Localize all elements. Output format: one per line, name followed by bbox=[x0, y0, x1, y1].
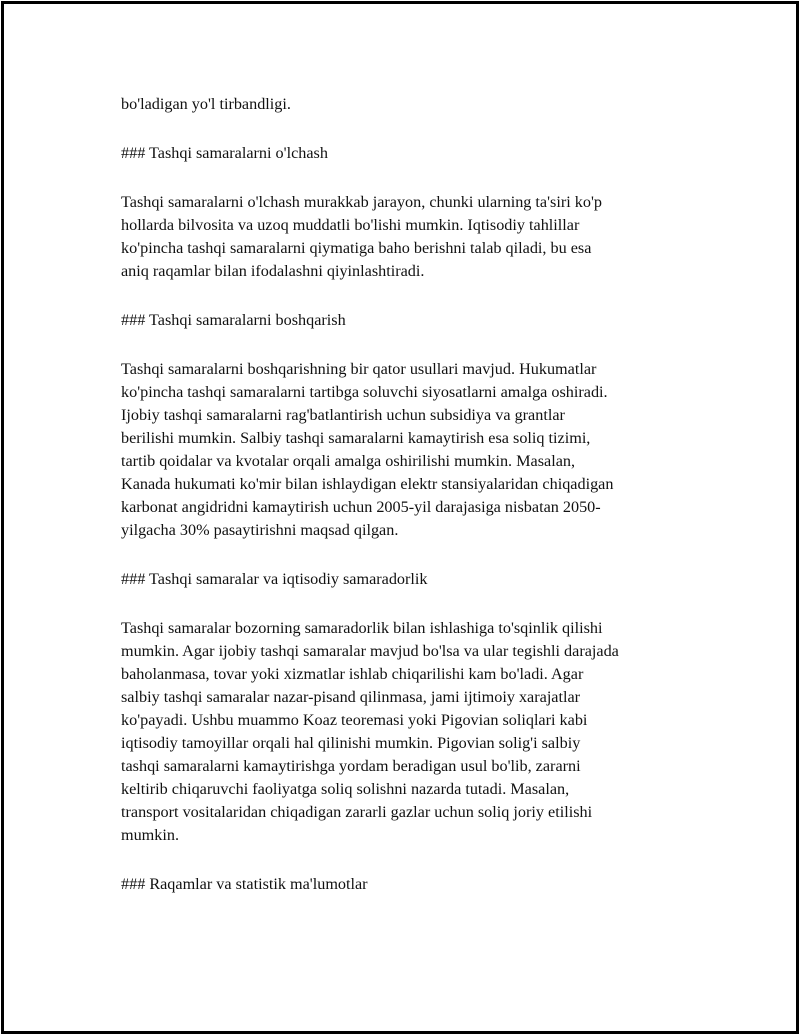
section-heading-statistics: ### Raqamlar va statistik ma'lumotlar bbox=[121, 875, 368, 893]
section-heading-managing: ### Tashqi samaralarni boshqarish bbox=[121, 311, 346, 329]
section-heading-efficiency: ### Tashqi samaralar va iqtisodiy samaradorlik bbox=[121, 570, 428, 588]
page-frame bbox=[1, 1, 799, 1034]
document-body bbox=[121, 93, 681, 896]
paragraph-measuring: Tashqi samaralarni o'lchash murakkab jarayon, chunki ularning ta'siri ko'p hollarda bilvosita va uzoq muddatli bo'lishi mumkin. Iqtisodiy tahlillar ko'pincha tashqi samaralarni qiymatiga baho berishni talab qiladi, bu esa aniq raqamlar bilan ifodalashni qiyinlashtiradi. bbox=[121, 193, 602, 280]
paragraph-managing: Tashqi samaralarni boshqarishning bir qator usullari mavjud. Hukumatlar ko'pincha tashqi samaralarni tartibga soluvchi siyosatlarni amalga oshiradi. Ijobiy tashqi samaralarni rag'batlantirish uchun subsidiya va grantlar berilishi mumkin. Salbiy tashqi samaralarni kamaytirish esa soliq tizimi, tartib qoidalar va kvotalar orqali amalga oshirilishi mumkin. Masalan, Kanada hukumati ko'mir bilan ishlaydigan elektr stansiyalaridan chiqadigan karbonat angidridni kamaytirish uchun 2005-yil darajasiga nisbatan 2050- yilgacha 30% pasaytirishni maqsad qilgan. bbox=[121, 360, 614, 539]
section-heading-measuring: ### Tashqi samaralarni o'lchash bbox=[121, 144, 328, 162]
paragraph-continuation: bo'ladigan yo'l tirbandligi. bbox=[121, 95, 291, 113]
paragraph-efficiency: Tashqi samaralar bozorning samaradorlik bilan ishlashiga to'sqinlik qilishi mumkin. Agar ijobiy tashqi samaralar mavjud bo'lsa va ular tegishli darajada baholanmasa, tovar yoki xizmatlar ishlab chiqarilishi kam bo'ladi. Agar salbiy tashqi samaralar nazar-pisand qilinmasa, jami ijtimoiy xarajatlar ko'payadi. Ushbu muammo Koaz teoremasi yoki Pigovian soliqlari kabi iqtisodiy tamoyillar orqali hal qilinishi mumkin. Pigovian solig'i salbiy tashqi samaralarni kamaytirishga yordam beradigan usul bo'lib, zararni keltirib chiqaruvchi faoliyatga soliq solishni nazarda tutadi. Masalan, transport vositalaridan chiqadigan zararli gazlar uchun soliq joriy etilishi mumkin. bbox=[121, 619, 619, 844]
